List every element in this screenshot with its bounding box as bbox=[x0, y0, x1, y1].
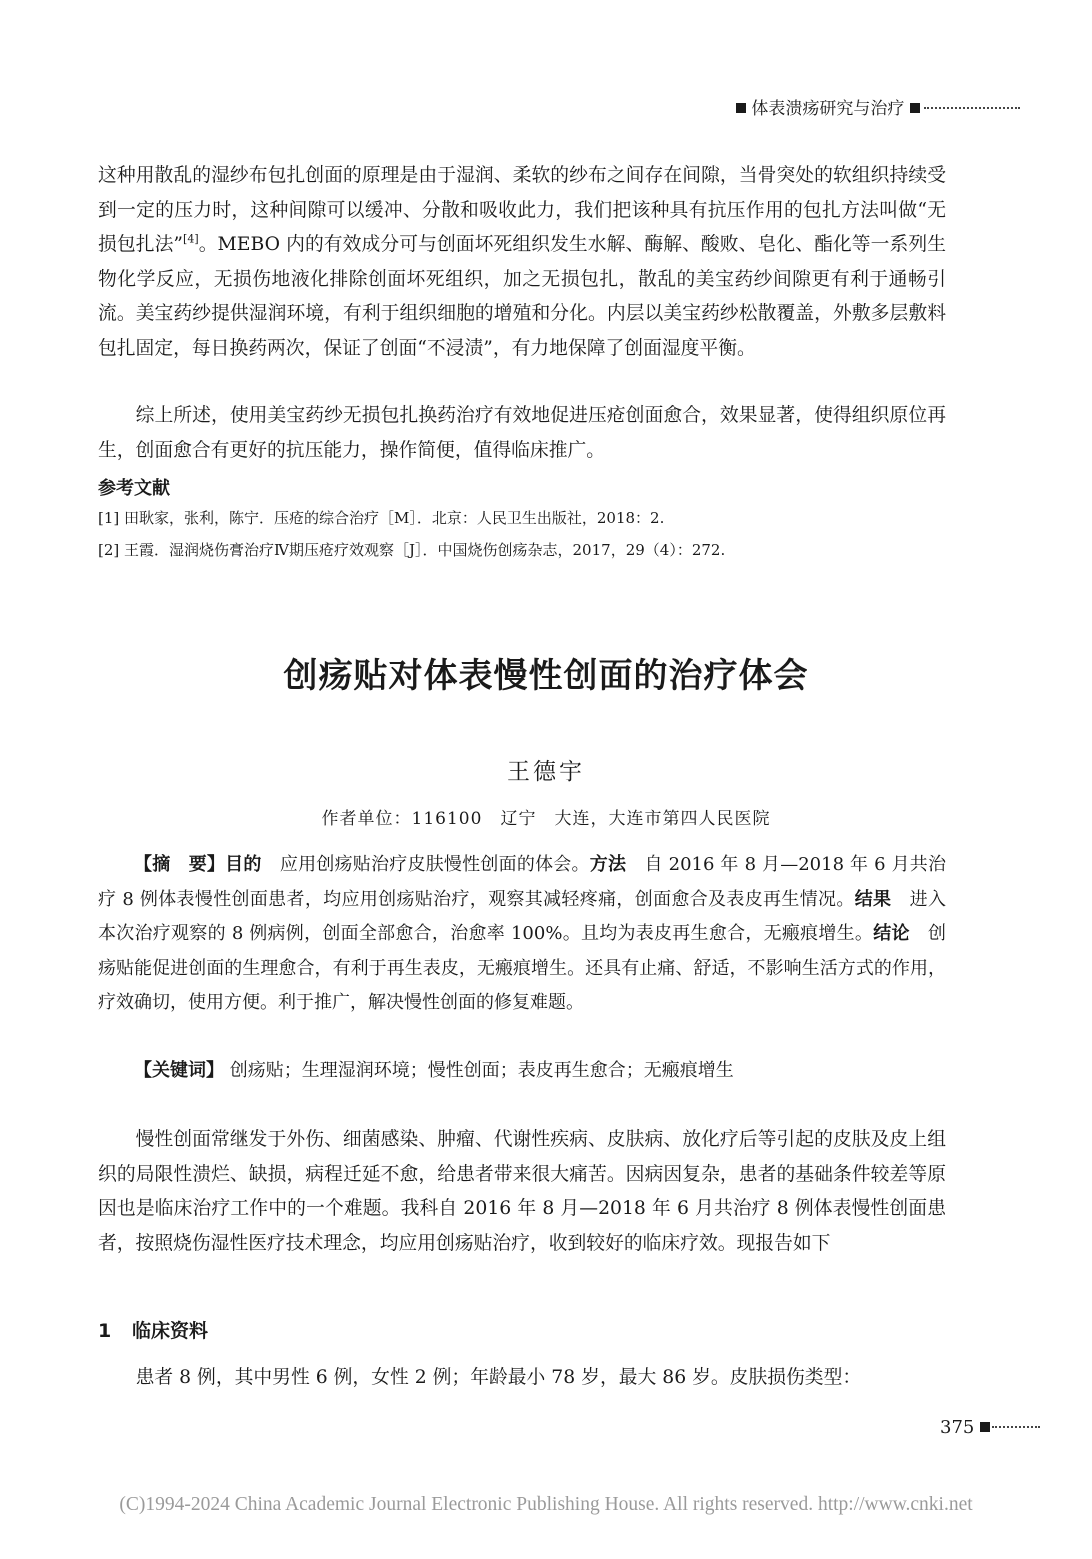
method-label: 方法 bbox=[589, 854, 627, 875]
conclusion-label: 结论 bbox=[873, 923, 910, 945]
article-title: 创疡贴对体表慢性创面的治疗体会 bbox=[283, 656, 809, 696]
reference-item: [2] 王霞．湿润烧伤膏治疗Ⅳ期压疮疗效观察［J］．中国烧伤创疡杂志，2017，29（4）：272. bbox=[98, 541, 726, 559]
square-bullet-icon bbox=[736, 103, 746, 113]
prev-article-paragraph-2: 综上所述，使用美宝药纱无损包扎换药治疗有效地促进压疮创面愈合，效果显著，使得组织原位再生，创面愈合有更好的抗压能力，操作简便，值得临床推广。 bbox=[98, 405, 946, 461]
abstract-label: 【摘 要】 bbox=[134, 854, 226, 875]
intro-paragraph: 慢性创面常继发于外伤、细菌感染、肿瘤、代谢性疾病、皮肤病、放化疗后等引起的皮肤及皮上组织的局限性溃烂、缺损，病程迁延不愈，给患者带来很大痛苦。因病因复杂，患者的基础条件较差等原因也是临床治疗工作中的一个难题。我科自 2016 年 8 月—2018 年 6 月共治疗 8 例体表慢性创面患者，按照烧伤湿性医疗技术理念，均应用创疡贴治疗，收到较好的临床疗效。现报告如下 bbox=[98, 1129, 946, 1254]
purpose-label: 目的 bbox=[225, 854, 262, 875]
citation-ref: [4] bbox=[183, 232, 199, 246]
copyright-footer: (C)1994-2024 China Academic Journal Electronic Publishing House. All rights reserved. http://www.cnki.net bbox=[119, 1494, 973, 1515]
paragraph-text: 。MEBO 内的有效成分可与创面坏死组织发生水解、酶解、酸败、皂化、酯化等一系列生物化学反应，无损伤地液化排除创面坏死组织，加之无损包扎，散乱的美宝药纱间隙更有利于通畅引流。美宝药纱提供湿润环境，有利于组织细胞的增殖和分化。内层以美宝药纱松散覆盖，外敷多层敷料包扎固定，每日换药两次，保证了创面“不浸渍”，有力地保障了创面湿度平衡。 bbox=[98, 234, 946, 359]
section-number: 1 bbox=[98, 1320, 112, 1342]
square-bullet-icon bbox=[980, 1422, 990, 1432]
keywords-text: 创疡贴；生理湿润环境；慢性创面；表皮再生愈合；无瘢痕增生 bbox=[229, 1060, 734, 1081]
keywords bbox=[98, 1056, 946, 1082]
paragraph-text: 这种用散乱的湿纱布包扎创面的原理是由于湿润、柔软的纱布之间存在间隙，当骨突处的软组织持续受到一定的压力时，这种间隙可以缓冲、分散和吸收此力，我们把该种具有抗压作用的包扎方法叫做“无损包扎法” bbox=[98, 165, 946, 255]
abstract bbox=[98, 848, 946, 1021]
square-bullet-icon bbox=[910, 103, 920, 113]
result-label: 结果 bbox=[854, 888, 892, 910]
author-affiliation: 作者单位：116100 辽宁 大连，大连市第四人民医院 bbox=[321, 809, 771, 829]
conclusion-text: 创疡贴能促进创面的生理愈合，有利于再生表皮，无瘢痕增生。还具有止痛、舒适，不影响生活方式的作用，疗效确切，使用方便。利于推广，解决慢性创面的修复难题。 bbox=[98, 923, 946, 1014]
page-number: 375 bbox=[940, 1417, 975, 1438]
section-heading bbox=[98, 1316, 208, 1343]
method-text: 自 2016 年 8 月—2018 年 6 月共治疗 8 例体表慢性创面患者，均应用创疡贴治疗，观察其减轻疼痛，创面愈合及表皮再生情况。 bbox=[98, 854, 947, 910]
dotted-rule bbox=[992, 1426, 1040, 1428]
result-text: 进入本次治疗观察的 8 例病例，创面全部愈合，治愈率 100%。且均为表皮再生愈合，无瘢痕增生。 bbox=[98, 888, 946, 945]
section-paragraph: 患者 8 例，其中男性 6 例，女性 2 例；年龄最小 78 岁，最大 86 岁。皮肤损伤类型： bbox=[135, 1367, 862, 1388]
purpose-text: 应用创疡贴治疗皮肤慢性创面的体会。 bbox=[261, 854, 590, 875]
reference-item: [1] 田耿家，张利，陈宁．压疮的综合治疗［M］．北京：人民卫生出版社，2018：2. bbox=[98, 509, 665, 527]
prev-article-paragraph-1 bbox=[98, 159, 946, 366]
dotted-rule bbox=[924, 107, 1020, 109]
section-label: 体表溃疡研究与治疗 bbox=[751, 99, 905, 119]
page-number-block bbox=[940, 1417, 1040, 1438]
references-heading: 参考文献 bbox=[98, 478, 170, 499]
keywords-label: 【关键词】 bbox=[134, 1060, 224, 1081]
section-title: 临床资料 bbox=[132, 1320, 209, 1342]
article-author: 王德宇 bbox=[507, 759, 585, 785]
running-header bbox=[736, 94, 1020, 119]
